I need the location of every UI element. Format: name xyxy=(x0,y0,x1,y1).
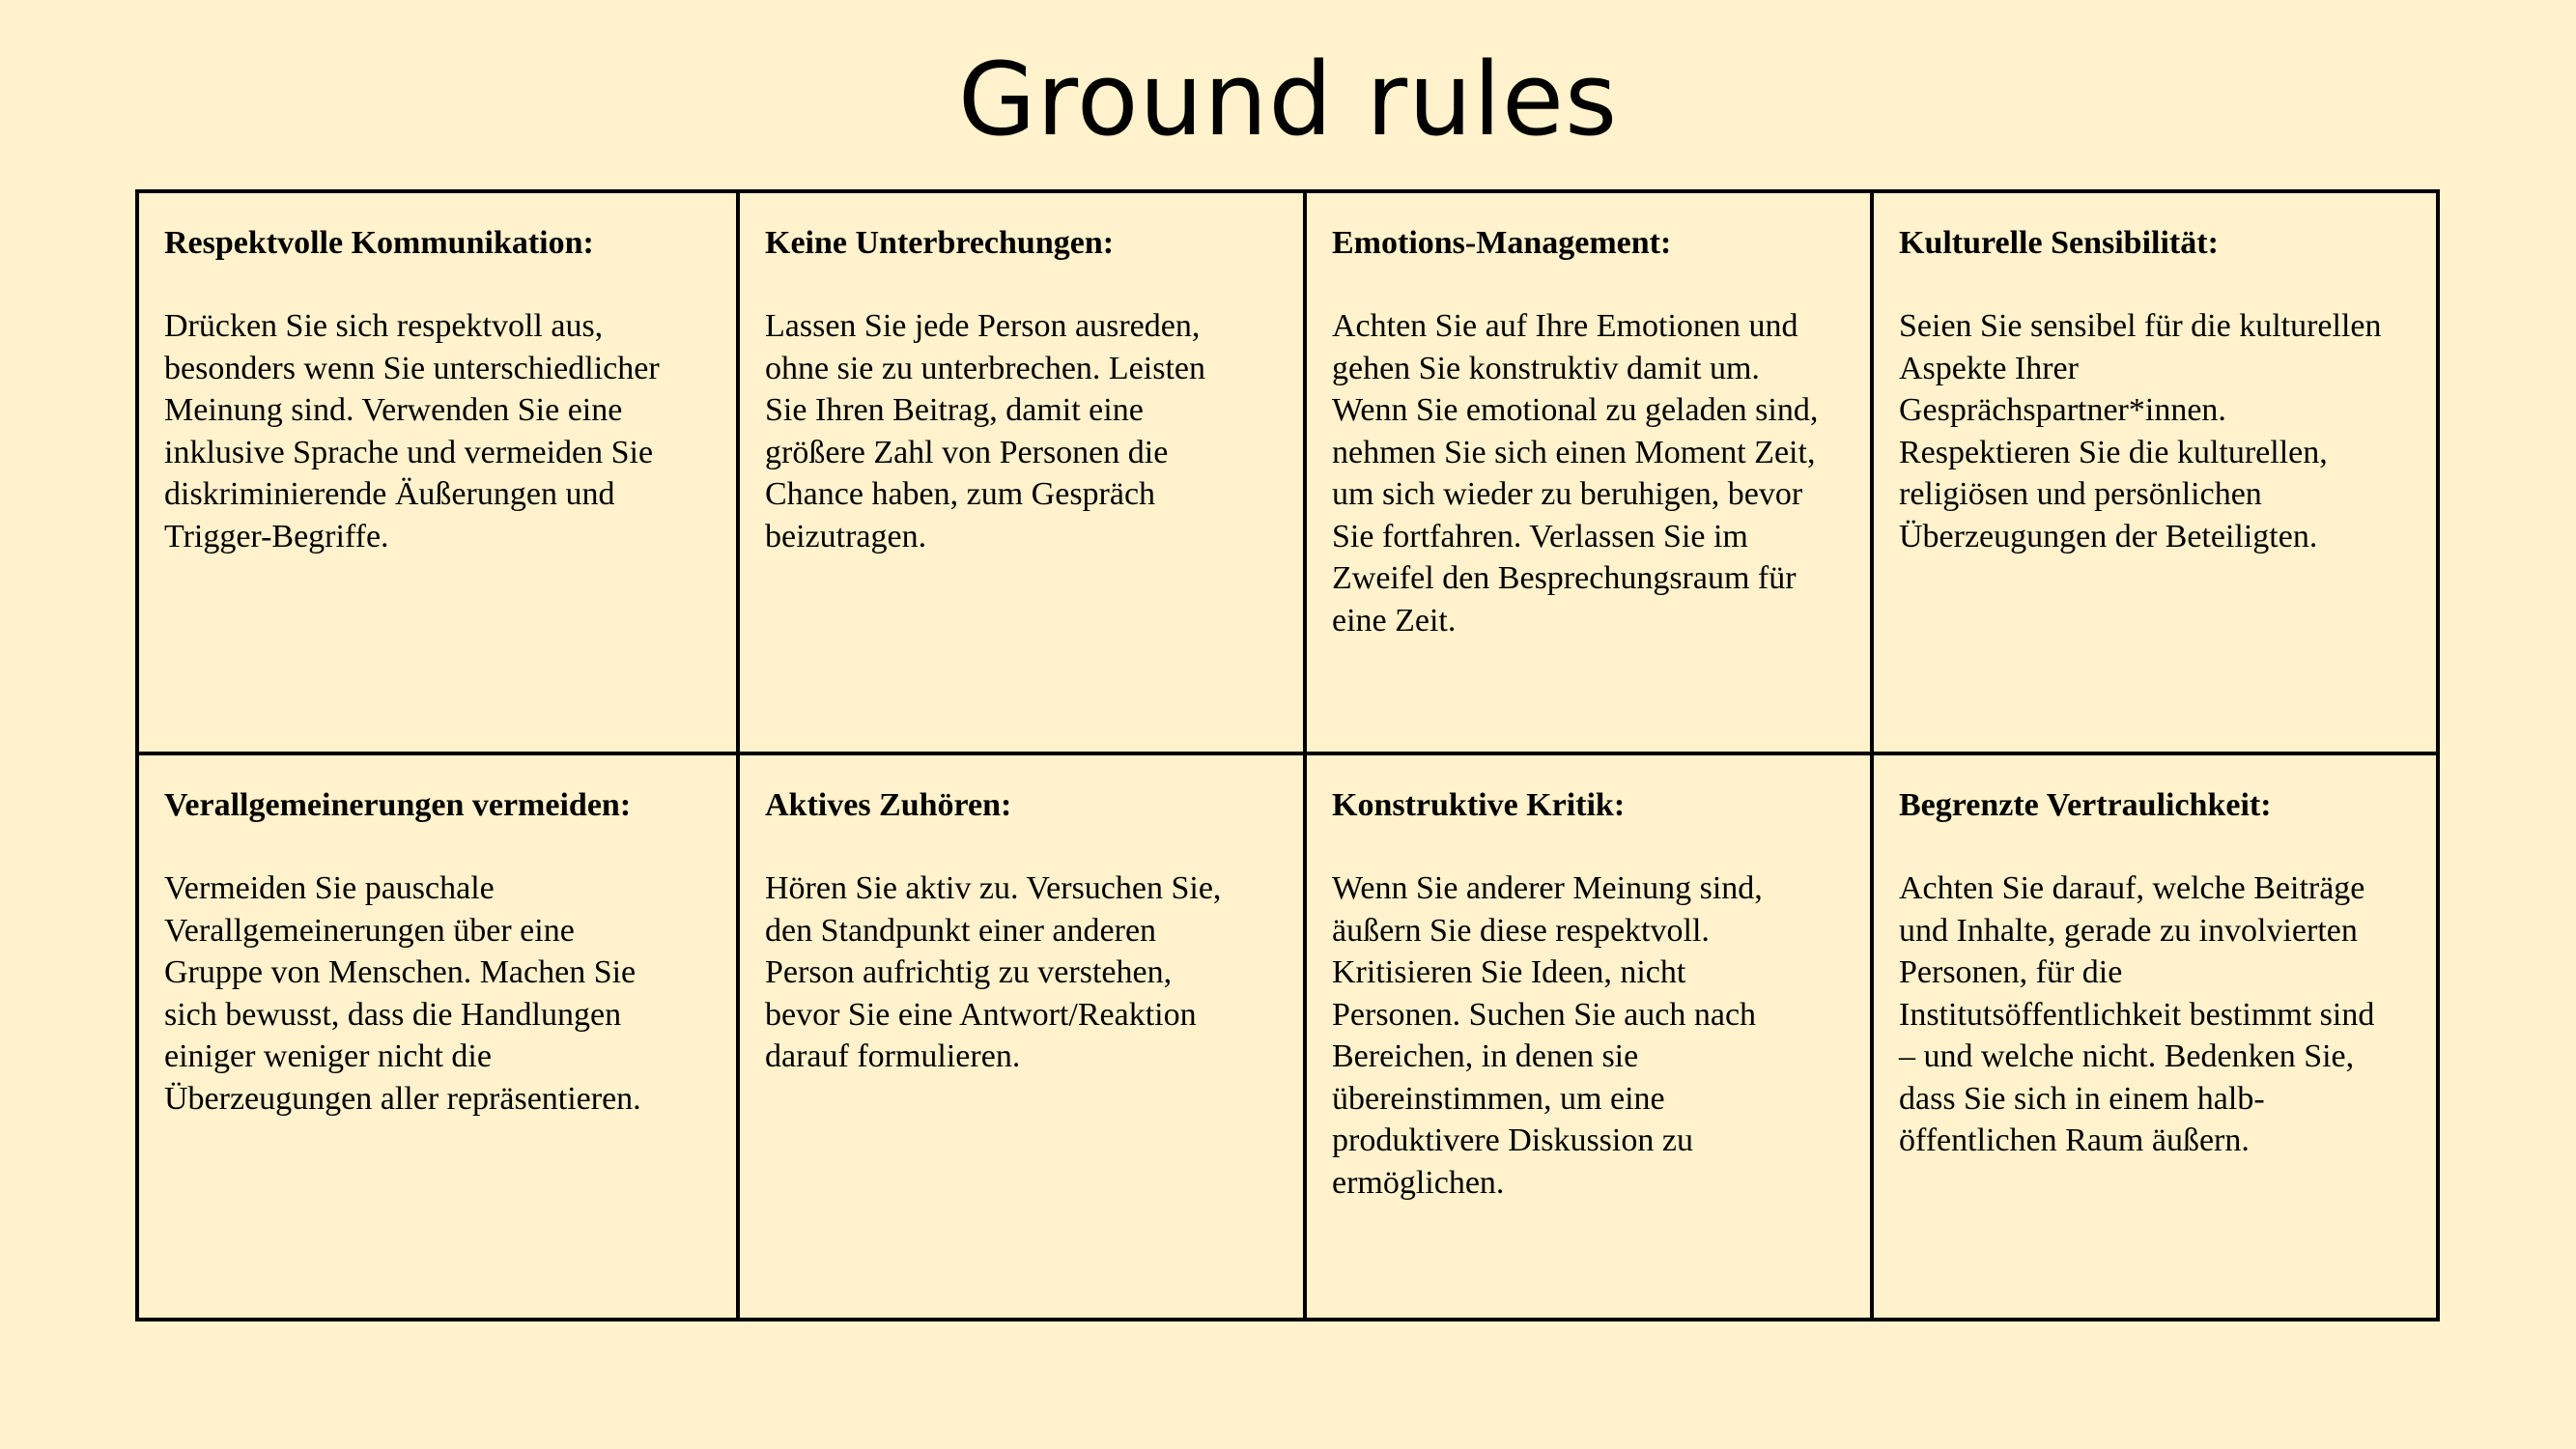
rule-text: Seien Sie sensibel für die kulturellen Aspekte Ihrer Gesprächspartner*innen. Respektieren Sie die kulturellen, religiösen und persönlichen Überzeugungen der Beteiligten. xyxy=(1899,308,2382,554)
page-title: Ground rules xyxy=(957,41,1619,158)
rule-title: Kulturelle Sensibilität: xyxy=(1899,225,2219,261)
rule-cell-respectful-communication xyxy=(139,193,740,755)
rule-text: Drücken Sie sich respektvoll aus, besonders wenn Sie unterschiedlicher Meinung sind. Verwenden Sie eine inklusive Sprache und vermeiden Sie diskriminierende Äußerungen und Trigger-Begriffe. xyxy=(164,308,660,554)
rule-cell-cultural-sensitivity xyxy=(1874,193,2436,755)
rule-title: Begrenzte Vertraulichkeit: xyxy=(1899,787,2272,823)
rule-title: Aktives Zuhören: xyxy=(765,787,1012,823)
rule-text: Achten Sie darauf, welche Beiträge und Inhalte, gerade zu involvierten Personen, für die Institutsöffentlichkeit bestimmt sind – und welche nicht. Bedenken Sie, dass Sie sich in einem halb- öffentlichen Raum äußern. xyxy=(1899,870,2375,1158)
rule-cell-avoid-generalizations xyxy=(139,755,740,1318)
ground-rules-table xyxy=(135,189,2440,1321)
rule-text: Wenn Sie anderer Meinung sind, äußern Sie diese respektvoll. Kritisieren Sie Ideen, nicht Personen. Suchen Sie auch nach Bereichen, in denen sie übereinstimmen, um eine produktivere Diskussion zu ermöglichen. xyxy=(1332,870,1763,1201)
rule-cell-no-interruptions xyxy=(740,193,1307,755)
rule-title: Keine Unterbrechungen: xyxy=(765,225,1115,261)
rule-title: Verallgemeinerungen vermeiden: xyxy=(164,787,632,823)
rule-title: Konstruktive Kritik: xyxy=(1332,787,1626,823)
rule-title: Respektvolle Kommunikation: xyxy=(164,225,594,261)
rule-text: Achten Sie auf Ihre Emotionen und gehen Sie konstruktiv damit um. Wenn Sie emotional zu geladen sind, nehmen Sie sich einen Moment Zeit, um sich wieder zu beruhigen, bevor Sie fortfahren. Verlassen Sie im Zweifel den Besprechungsraum für eine Zeit. xyxy=(1332,308,1819,639)
rule-cell-constructive-criticism xyxy=(1307,755,1874,1318)
rule-text: Vermeiden Sie pauschale Verallgemeinerungen über eine Gruppe von Menschen. Machen Sie sich bewusst, dass die Handlungen einiger weniger nicht die Überzeugungen aller repräsentieren. xyxy=(164,870,641,1117)
rule-cell-active-listening xyxy=(740,755,1307,1318)
rule-cell-emotion-management xyxy=(1307,193,1874,755)
rule-text: Lassen Sie jede Person ausreden, ohne sie zu unterbrechen. Leisten Sie Ihren Beitrag, damit eine größere Zahl von Personen die Chance haben, zum Gespräch beizutragen. xyxy=(765,308,1205,554)
rule-cell-limited-confidentiality xyxy=(1874,755,2436,1318)
rule-title: Emotions-Management: xyxy=(1332,225,1672,261)
rule-text: Hören Sie aktiv zu. Versuchen Sie, den Standpunkt einer anderen Person aufrichtig zu verstehen, bevor Sie eine Antwort/Reaktion darauf formulieren. xyxy=(765,870,1222,1074)
